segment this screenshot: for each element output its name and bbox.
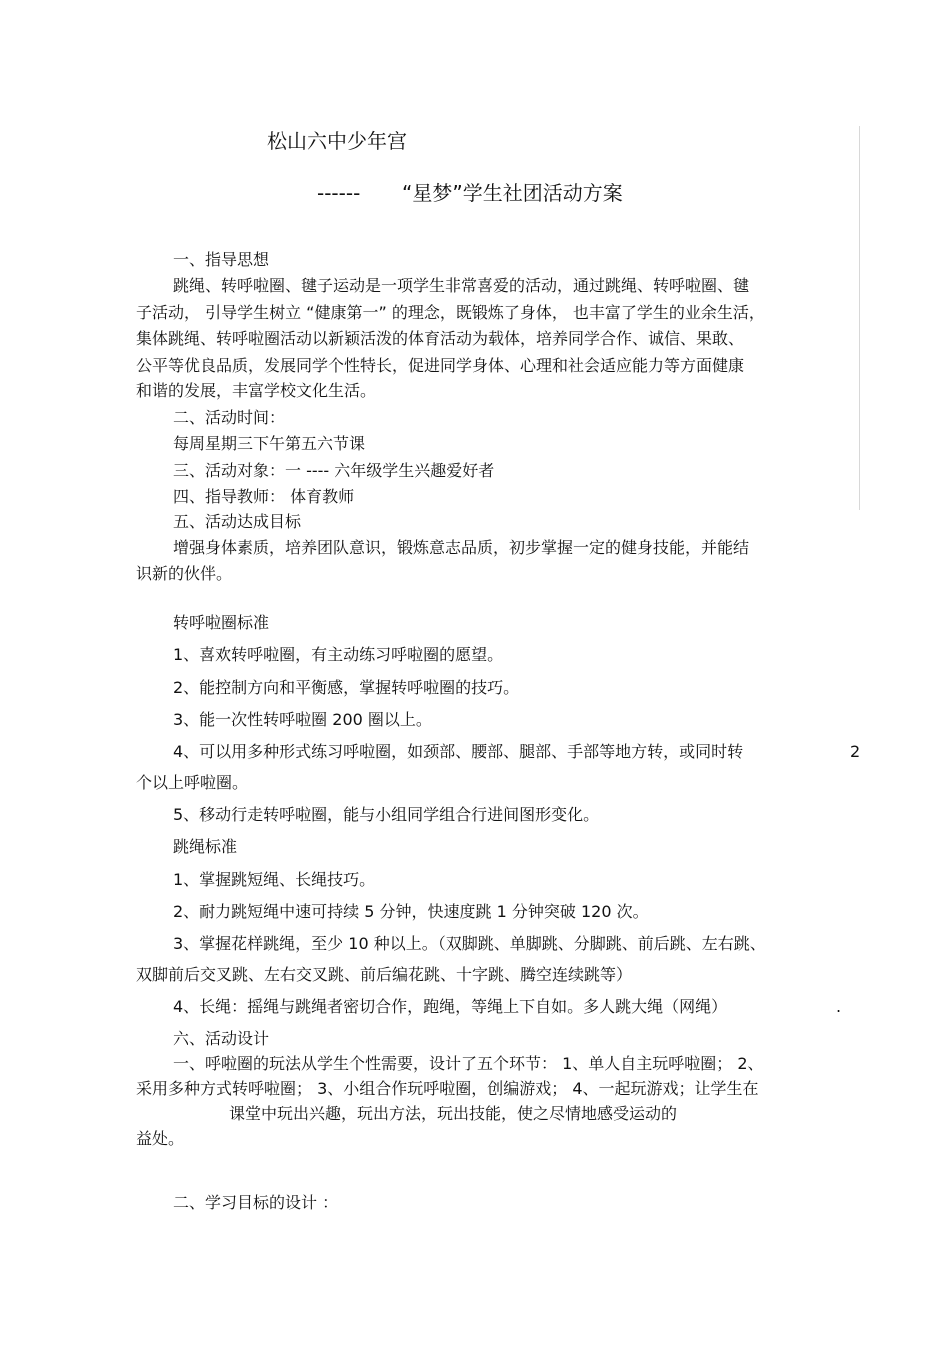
- hoop-item: 4、可以用多种形式练习呼啦圈，如颈部、腰部、腿部、手部等地方转，或同时转: [173, 742, 744, 761]
- sec1-heading: 一、指导思想: [173, 250, 270, 269]
- hoop-item: 2、能控制方向和平衡感，掌握转呼啦圈的技巧。: [173, 678, 520, 697]
- hoop-item-4-number: 2: [850, 742, 861, 761]
- sec5-line: 增强身体素质，培养团队意识，锻炼意志品质，初步掌握一定的健身技能，并能结: [173, 538, 750, 557]
- right-margin-rule: [859, 126, 860, 510]
- sec1-line: 公平等优良品质，发展同学个性特长，促进同学身体、心理和社会适应能力等方面健康: [136, 356, 745, 375]
- sec2-text: 每周星期三下午第五六节课: [173, 434, 366, 453]
- rope-item: 2、耐力跳短绳中速可持续 5 分钟，快速度跳 1 分钟突破 120 次。: [173, 902, 649, 921]
- hoop-item: 5、移动行走转呼啦圈，能与小组同学组合行进间图形变化。: [173, 805, 600, 824]
- rope-item: 1、掌握跳短绳、长绳技巧。: [173, 870, 376, 889]
- sec2-heading: 二、活动时间：: [173, 408, 286, 427]
- sec6-sub2-heading: 二、学习目标的设计 ：: [173, 1193, 339, 1212]
- sec5-heading: 五、活动达成目标: [173, 512, 302, 531]
- sec3-text: 三、活动对象：一 ---- 六年级学生兴趣爱好者: [173, 461, 495, 480]
- sec6-heading: 六、活动设计: [173, 1029, 270, 1048]
- rope-item: 3、掌握花样跳绳，至少 10 种以上。（双脚跳、单脚跳、分脚跳、前后跳、左右跳、: [173, 934, 766, 953]
- hoop-item: 3、能一次性转呼啦圈 200 圈以上。: [173, 710, 432, 729]
- org-title: 松山六中少年宫: [267, 129, 407, 153]
- sec1-line: 集体跳绳、转呼啦圈活动以新颖活泼的体育活动为载体，培养同学合作、诚信、果敢、: [136, 329, 745, 348]
- sec6-line: 益处。: [136, 1129, 185, 1148]
- sec1-line: 和谐的发展，丰富学校文化生活。: [136, 381, 377, 400]
- rope-item: 双脚前后交叉跳、左右交叉跳、前后编花跳、十字跳、腾空连续跳等）: [136, 965, 633, 984]
- sec1-line: 子活动， 引导学生树立 “健康第一” 的理念，既锻炼了身体， 也丰富了学生的业余生活，: [136, 303, 765, 322]
- rope-item-4-dot: .: [836, 997, 842, 1016]
- sec5-line: 识新的伙伴。: [136, 564, 233, 583]
- subtitle-dashes: ------: [317, 181, 361, 205]
- rope-item: 4、长绳：摇绳与跳绳者密切合作，跑绳，等绳上下自如。多人跳大绳（网绳）: [173, 997, 728, 1016]
- subtitle: “星梦”学生社团活动方案: [402, 181, 623, 205]
- hoop-item: 个以上呼啦圈。: [136, 773, 249, 792]
- sec6-line: 一、呼啦圈的玩法从学生个性需要，设计了五个环节： 1、单人自主玩呼啦圈； 2、: [173, 1054, 764, 1073]
- rope-heading: 跳绳标准: [173, 837, 238, 856]
- sec6-line: 采用多种方式转呼啦圈； 3、小组合作玩呼啦圈，创编游戏； 4、一起玩游戏；让学生在: [136, 1079, 759, 1098]
- sec6-line: 课堂中玩出兴趣，玩出方法，玩出技能，使之尽情地感受运动的: [229, 1104, 678, 1123]
- sec1-line: 跳绳、转呼啦圈、毽子运动是一项学生非常喜爱的活动，通过跳绳、转呼啦圈、毽: [173, 276, 750, 295]
- sec4-text: 四、指导教师： 体育教师: [173, 487, 355, 506]
- hoop-item: 1、喜欢转呼啦圈，有主动练习呼啦圈的愿望。: [173, 645, 504, 664]
- hoop-heading: 转呼啦圈标准: [173, 613, 270, 632]
